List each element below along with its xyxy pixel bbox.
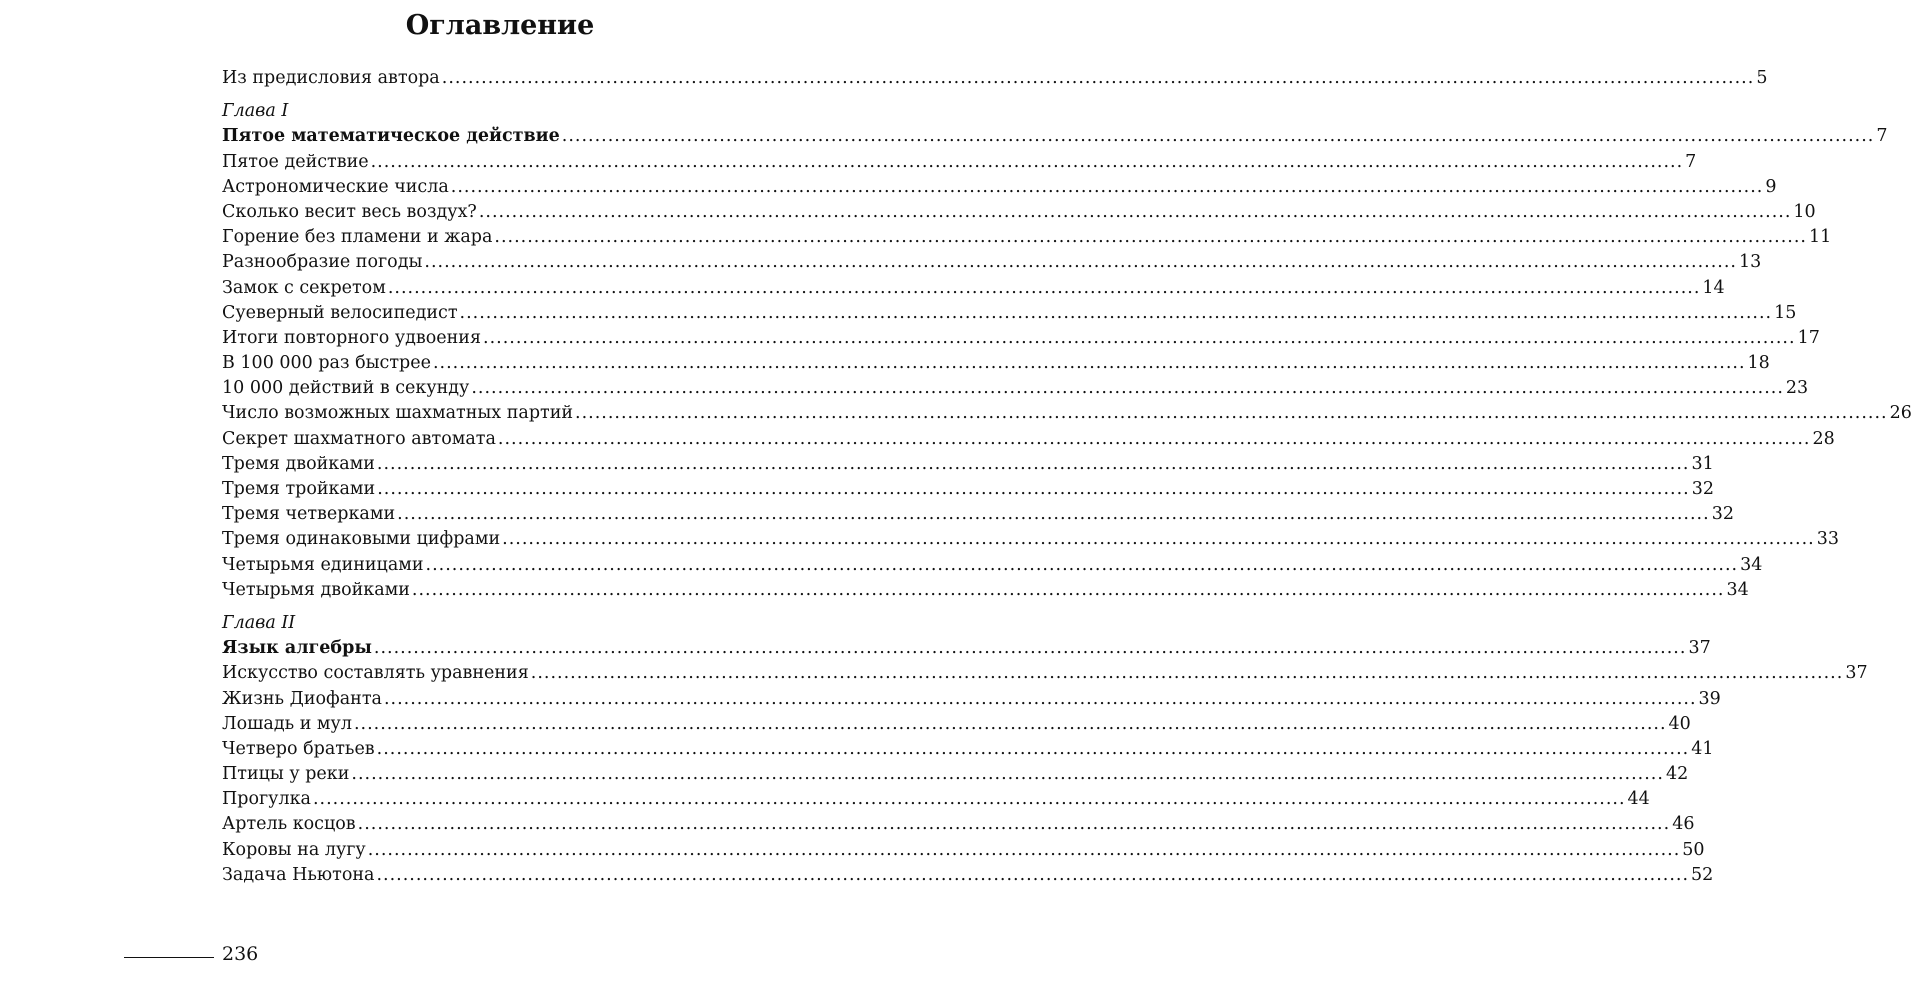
toc-entry-page: 32: [1711, 504, 1734, 525]
toc-entry-page: 42: [1665, 764, 1689, 785]
leader-dots: ........................................................................................................................................................................................................: [351, 764, 1664, 785]
toc-entry-preface[interactable]: [222, 66, 1768, 91]
toc-entry[interactable]: [222, 687, 1721, 712]
toc-entry-page: 34: [1726, 579, 1749, 600]
toc-entry[interactable]: [222, 863, 1714, 888]
toc-entry-label: Тремя двойками: [222, 453, 375, 474]
toc-entry[interactable]: [222, 452, 1714, 477]
toc-entry-label: Пятое действие: [222, 151, 369, 172]
toc-entry-label: Прогулка: [222, 789, 311, 810]
toc-entry[interactable]: [222, 812, 1695, 837]
toc-entry-label: Тремя одинаковыми цифрами: [222, 529, 501, 550]
leader-dots: ........................................................................................................................................................................................................: [483, 327, 1796, 348]
chapter-list: [222, 99, 1912, 888]
toc-entry-page: 31: [1691, 453, 1714, 474]
leader-dots: ........................................................................................................................................................................................................: [370, 151, 1684, 172]
toc-entry-page: 23: [1785, 378, 1809, 399]
toc-entry-label: Коровы на лугу: [222, 839, 366, 860]
chapter-section: [222, 611, 1868, 888]
leader-dots: ........................................................................................................................................................................................................: [471, 378, 1784, 399]
toc-entry-label: Горение без пламени и жара: [222, 227, 493, 248]
chapter-section: [222, 99, 1912, 603]
leader-dots: ........................................................................................................................................................................................................: [497, 428, 1811, 449]
toc-entry-label: Четверо братьев: [222, 738, 375, 759]
toc-entry-label: Четырьмя двойками: [222, 579, 410, 600]
toc-entry-page: 11: [1808, 227, 1832, 248]
toc-entry-page: 34: [1740, 554, 1763, 575]
toc-entry-label: Итоги повторного удвоения: [222, 327, 481, 348]
toc-entry-page: 14: [1702, 277, 1725, 298]
toc-entry[interactable]: [222, 578, 1749, 603]
leader-dots: ........................................................................................................................................................................................................: [397, 504, 1710, 525]
toc-entry-label: Артель косцов: [222, 814, 356, 835]
leader-dots: ........................................................................................................................................................................................................: [459, 302, 1773, 323]
toc-entry-label: Сколько весит весь воздух?: [222, 201, 477, 222]
toc-entry[interactable]: [222, 150, 1697, 175]
toc-entry[interactable]: [222, 225, 1832, 250]
toc-entry-page: 41: [1691, 738, 1714, 759]
toc-entry[interactable]: [222, 762, 1689, 787]
toc-entry-label: 10 000 действий в секунду: [222, 378, 470, 399]
toc-entry-label: Искусство составлять уравнения: [222, 663, 529, 684]
leader-dots: ........................................................................................................................................................................................................: [432, 353, 1746, 374]
toc-entry-label: Из предисловия автора: [222, 68, 440, 88]
toc-entry-page: 9: [1765, 176, 1777, 197]
toc-entry[interactable]: [222, 787, 1650, 812]
toc-entry-page: 28: [1812, 428, 1835, 449]
leader-dots: ........................................................................................................................................................................................................: [425, 554, 1739, 575]
toc-entry-page: 7: [1876, 126, 1888, 147]
toc-entry[interactable]: [222, 502, 1734, 527]
leader-dots: ........................................................................................................................................................................................................: [494, 227, 1807, 248]
toc-entry-label: Четырьмя единицами: [222, 554, 424, 575]
leader-dots: ........................................................................................................................................................................................................: [561, 126, 1875, 147]
toc-entry-label: Замок с секретом: [222, 277, 386, 298]
toc-entry-label: Секрет шахматного автомата: [222, 428, 496, 449]
chapter-label: Глава I: [222, 101, 289, 122]
toc-entry[interactable]: [222, 427, 1835, 452]
leader-dots: ........................................................................................................................................................................................................: [575, 403, 1888, 424]
toc-entry[interactable]: [222, 661, 1868, 686]
page-number: 236: [222, 943, 259, 965]
toc-entry-page: 13: [1738, 252, 1762, 273]
leader-dots: ........................................................................................................................................................................................................: [377, 479, 1690, 499]
toc-entry[interactable]: [222, 376, 1809, 401]
toc-entry-page: 33: [1816, 529, 1839, 550]
toc-entry-label: Тремя четверками: [222, 504, 396, 525]
toc-entry[interactable]: [222, 276, 1725, 301]
toc-entry-page: 10: [1793, 201, 1816, 222]
toc-entry-label: Астрономические числа: [222, 176, 449, 197]
toc-entry-label: Жизнь Диофанта: [222, 688, 382, 709]
toc-entry[interactable]: [222, 250, 1762, 275]
toc-entry-label: Разнообразие погоды: [222, 252, 423, 273]
leader-dots: ........................................................................................................................................................................................................: [376, 738, 1690, 759]
toc-entry-page: 37: [1845, 663, 1868, 684]
page-title: Оглавление: [405, 10, 595, 41]
toc-entry-label: Число возможных шахматных партий: [222, 403, 574, 424]
folio-rule: [124, 957, 214, 958]
toc-entry-page: 17: [1797, 327, 1820, 348]
toc-entry-page: 15: [1774, 302, 1797, 323]
toc-entry-page: 50: [1682, 839, 1705, 860]
leader-dots: ........................................................................................................................................................................................................: [530, 663, 1844, 684]
leader-dots: ........................................................................................................................................................................................................: [312, 789, 1626, 810]
toc-entry[interactable]: [222, 175, 1777, 200]
leader-dots: ........................................................................................................................................................................................................: [502, 529, 1815, 550]
leader-dots: ........................................................................................................................................................................................................: [383, 688, 1697, 709]
toc-entry-label: В 100 000 раз быстрее: [222, 353, 431, 374]
leader-dots: ........................................................................................................................................................................................................: [376, 864, 1690, 885]
leader-dots: ........................................................................................................................................................................................................: [357, 814, 1671, 835]
toc-entry-page: 46: [1672, 814, 1695, 835]
toc-entry-label: Лошадь и мул: [222, 713, 352, 734]
table-of-contents: [222, 66, 1912, 888]
toc-entry[interactable]: [222, 838, 1705, 863]
toc-entry[interactable]: [222, 200, 1816, 225]
leader-dots: ........................................................................................................................................................................................................: [373, 638, 1687, 659]
toc-entry-label: Язык алгебры: [222, 638, 372, 659]
toc-entry[interactable]: [222, 737, 1714, 762]
toc-entry-label: Птицы у реки: [222, 764, 350, 785]
leader-dots: ........................................................................................................................................................................................................: [367, 839, 1681, 860]
toc-entry-label: Тремя тройками: [222, 479, 376, 499]
leader-dots: ........................................................................................................................................................................................................: [353, 713, 1667, 734]
toc-entry-page: 40: [1668, 713, 1691, 734]
leader-dots: ........................................................................................................................................................................................................: [387, 277, 1701, 298]
toc-entry-chapter-heading[interactable]: [222, 636, 1711, 661]
toc-entry-page: 18: [1747, 353, 1770, 374]
toc-entry[interactable]: [222, 301, 1797, 326]
toc-entry[interactable]: [222, 351, 1770, 376]
toc-entry[interactable]: [222, 477, 1715, 502]
toc-entry-page: 32: [1691, 479, 1715, 499]
toc-entry-page: 37: [1688, 638, 1711, 659]
toc-entry-page: 44: [1627, 789, 1650, 810]
toc-entry-page: 26: [1889, 403, 1912, 424]
leader-dots: ........................................................................................................................................................................................................: [411, 579, 1725, 600]
leader-dots: ........................................................................................................................................................................................................: [478, 201, 1792, 222]
toc-entry-page: 52: [1691, 864, 1714, 885]
leader-dots: ........................................................................................................................................................................................................: [441, 68, 1755, 88]
toc-entry[interactable]: [222, 326, 1820, 351]
toc-entry-label: Пятое математическое действие: [222, 126, 560, 147]
toc-entry[interactable]: [222, 553, 1763, 578]
chapter-label: Глава II: [222, 612, 296, 633]
leader-dots: ........................................................................................................................................................................................................: [450, 176, 1764, 197]
leader-dots: ........................................................................................................................................................................................................: [424, 252, 1737, 273]
toc-entry[interactable]: [222, 712, 1691, 737]
toc-entry[interactable]: [222, 401, 1912, 426]
toc-entry-page: 5: [1756, 68, 1768, 88]
toc-entry-page: 39: [1698, 688, 1721, 709]
leader-dots: ........................................................................................................................................................................................................: [376, 453, 1690, 474]
toc-entry[interactable]: [222, 527, 1839, 552]
toc-entry-chapter-heading[interactable]: [222, 124, 1888, 149]
toc-entry-page: 7: [1685, 151, 1697, 172]
toc-entry-label: Суеверный велосипедист: [222, 302, 458, 323]
toc-entry-label: Задача Ньютона: [222, 864, 375, 885]
